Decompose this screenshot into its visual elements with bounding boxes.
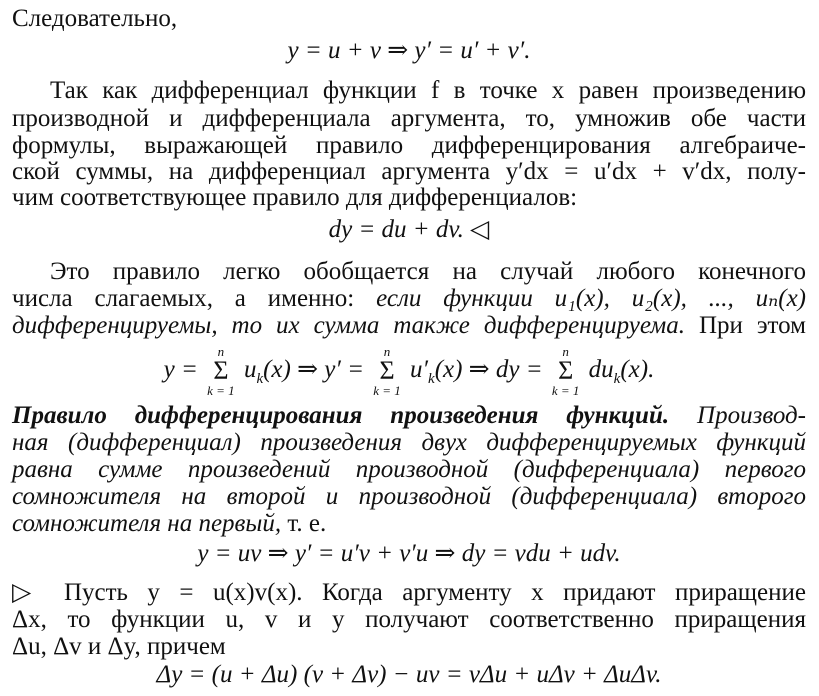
formula-part: y = (163, 356, 198, 383)
formula-increment: Δy = (u + Δu) (v + Δv) − uv = vΔu + uΔv + ΔuΔv. (156, 661, 662, 688)
paragraph-line: чим соответствующее правило для дифференциалов: (12, 184, 578, 211)
formula-differential-sum: dy = du + dv. ◁ (328, 216, 490, 243)
summation-symbol (373, 345, 401, 397)
formula-part: du (588, 356, 614, 383)
text-span: т. е. (287, 510, 327, 537)
sum-upper-limit: n (383, 344, 391, 360)
italic-span: сомножителя на первый, (12, 510, 282, 537)
formula-part: u′ (410, 356, 429, 383)
sigma-glyph: Σ (558, 356, 574, 386)
formula-part: (x) ⇒ y′ = (263, 356, 364, 383)
formula-part: (x). (620, 356, 655, 383)
summation-symbol (552, 345, 580, 397)
text-span: При этом (698, 312, 806, 339)
rule-heading: Правило дифференцирования произведения функций. (12, 402, 670, 429)
sum-upper-limit: n (562, 344, 569, 360)
paragraph-line: ▷ Пусть y = u(x)v(x). Когда аргументу x придают приращение (12, 579, 806, 606)
sigma-glyph: Σ (213, 356, 229, 386)
sum-upper-limit: n (217, 344, 225, 360)
formula-product-rule: y = uv ⇒ y′ = u′v + v′u ⇒ dy = vdu + udv. (197, 540, 621, 567)
italic-span: если функции u₁(x), u₂(x), ..., uₙ(x) (376, 285, 806, 312)
sum-lower-limit: k = 1 (207, 383, 235, 399)
paragraph-line: производной и дифференциала аргумента, то, умножив обе части (12, 105, 806, 132)
paragraph-line: ная (дифференциал) произведения двух дифференцируемых функций (12, 429, 806, 456)
italic-span: Производ- (697, 402, 806, 429)
paragraph-line: Так как дифференциал функции f в точке x равен произведению (50, 77, 806, 104)
text-line: Следовательно, (12, 5, 178, 32)
paragraph-line: формулы, выражающей правило дифференцирования алгебраиче- (12, 132, 806, 159)
subscript: k (613, 371, 621, 387)
paragraph-line: равна сумме произведений производной (дифференциала) первого (12, 456, 806, 483)
paragraph-line: Это правило легко обобщается на случай любого конечного (50, 258, 806, 285)
sum-lower-limit: k = 1 (551, 383, 580, 399)
paragraph-line: Δx, то функции u, v и y получают соответственно приращения (12, 606, 806, 633)
formula-part: (x) ⇒ dy = (434, 356, 543, 383)
sigma-glyph: Σ (379, 356, 395, 386)
sum-lower-limit: k = 1 (373, 383, 401, 399)
subscript: k (428, 371, 435, 387)
italic-span: дифференцируемы, то их сумма также дифференцируема. (12, 312, 686, 339)
text-span: числа слагаемых, а именно: (12, 285, 355, 312)
paragraph-line: ской суммы, на дифференциал аргумента y′dx = u′dx + v′dx, полу- (12, 158, 806, 185)
subscript: k (256, 371, 264, 387)
formula-sum-derivative: y = u + v ⇒ y′ = u′ + v′. (287, 37, 531, 64)
paragraph-line (12, 401, 806, 431)
paragraph-line: сомножителя на второй и производной (дифференциала) второго (12, 483, 806, 510)
paragraph-line: Δu, Δv и Δy, причем (12, 633, 226, 660)
paragraph-line (12, 311, 806, 341)
formula-part: u (243, 356, 257, 383)
summation-symbol (207, 345, 235, 397)
paragraph-line (12, 284, 806, 314)
formula-general-sum (12, 342, 806, 398)
paragraph-line (12, 509, 806, 539)
